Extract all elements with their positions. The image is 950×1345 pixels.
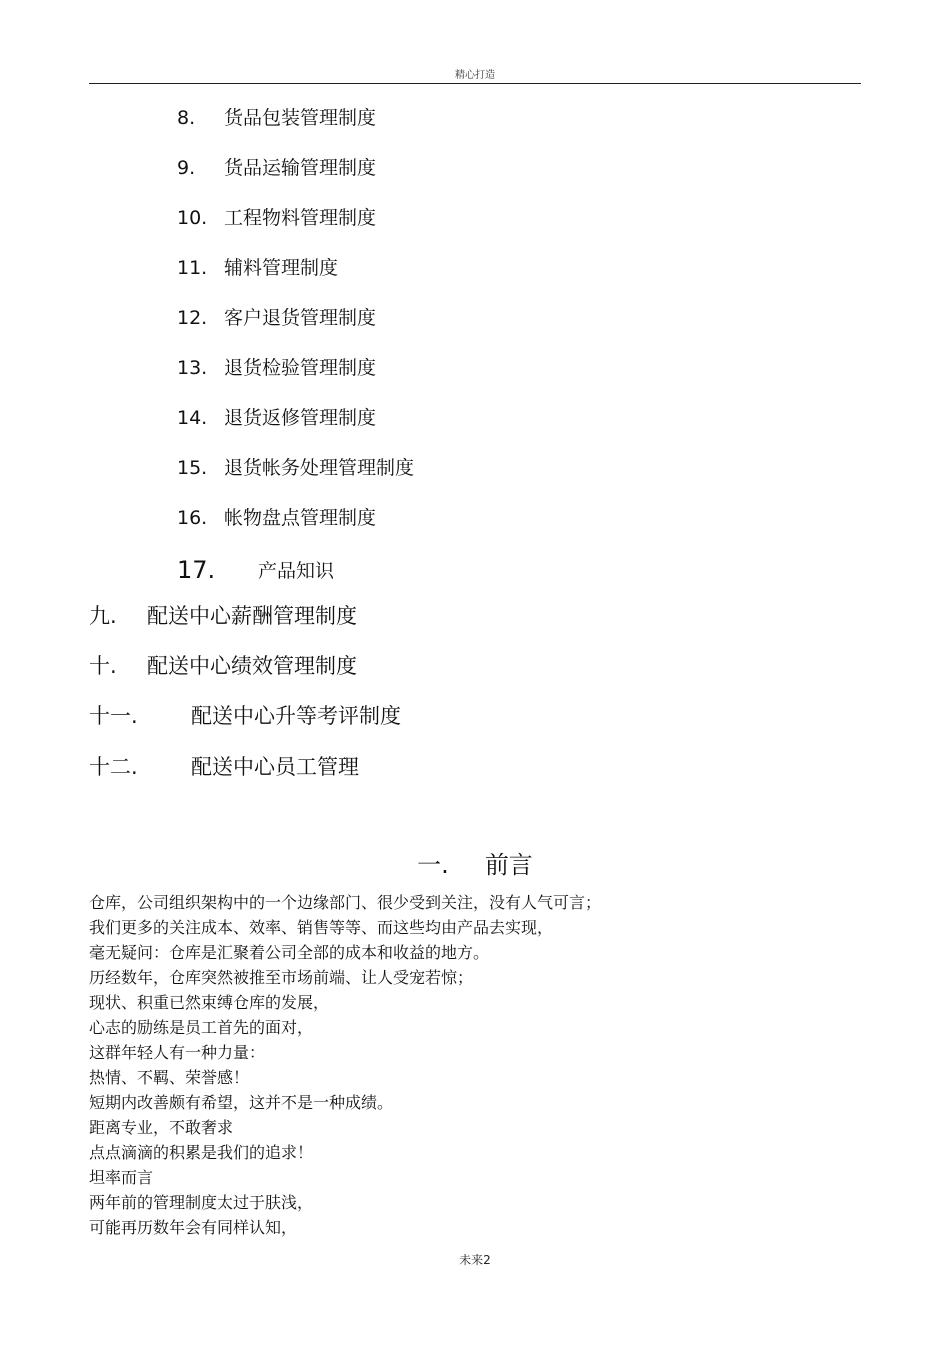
toc-chapter-number: 十. bbox=[89, 654, 117, 678]
toc-item-label: 工程物料管理制度 bbox=[224, 207, 377, 229]
toc-item-number: 9. bbox=[177, 157, 196, 179]
body-line: 现状、积重已然束缚仓库的发展， bbox=[89, 993, 330, 1012]
toc-chapter-label: 配送中心员工管理 bbox=[191, 755, 359, 779]
body-line: 可能再历数年会有同样认知， bbox=[89, 1218, 298, 1237]
body-line: 坦率而言 bbox=[89, 1168, 154, 1187]
section-title: 前言 bbox=[484, 851, 533, 879]
body-line: 点点滴滴的积累是我们的追求！ bbox=[89, 1143, 314, 1162]
section-number: 一. bbox=[417, 851, 449, 879]
toc-item-number: 15. bbox=[177, 457, 208, 479]
page-footer: 未来2 bbox=[459, 1253, 491, 1267]
toc-chapter-number: 十二. bbox=[89, 755, 138, 779]
toc-item-label: 退货帐务处理管理制度 bbox=[224, 457, 415, 479]
toc-chapter-label: 配送中心薪酬管理制度 bbox=[147, 604, 357, 628]
toc-item-number: 12. bbox=[177, 307, 208, 329]
body-line: 心志的励练是员工首先的面对， bbox=[89, 1018, 314, 1037]
body-line: 我们更多的关注成本、效率、销售等等、而这些均由产品去实现， bbox=[89, 918, 554, 937]
toc-item-label: 帐物盘点管理制度 bbox=[224, 507, 377, 529]
toc-item-label: 货品运输管理制度 bbox=[224, 157, 377, 179]
body-line: 毫无疑问：仓库是汇聚着公司全部的成本和收益的地方。 bbox=[89, 943, 490, 962]
body-line: 距离专业，不敢奢求 bbox=[89, 1118, 234, 1137]
toc-item-number: 17. bbox=[177, 556, 216, 584]
body-line: 短期内改善颇有希望，这并不是一种成绩。 bbox=[89, 1093, 394, 1112]
body-line: 仓库，公司组织架构中的一个边缘部门、很少受到关注，没有人气可言； bbox=[89, 893, 602, 912]
toc-chapter-label: 配送中心升等考评制度 bbox=[191, 704, 401, 728]
header-divider bbox=[89, 83, 861, 84]
toc-chapter-label: 配送中心绩效管理制度 bbox=[147, 654, 357, 678]
toc-item-label: 产品知识 bbox=[258, 560, 335, 582]
toc-item-label: 货品包装管理制度 bbox=[224, 107, 377, 129]
header-text: 精心打造 bbox=[455, 70, 495, 81]
toc-chapter-number: 九. bbox=[89, 604, 117, 628]
preface-body bbox=[89, 890, 601, 1240]
body-line: 热情、不羁、荣誉感！ bbox=[89, 1068, 250, 1087]
toc-item-number: 14. bbox=[177, 407, 208, 429]
toc-item-number: 10. bbox=[177, 207, 208, 229]
toc-item-label: 退货返修管理制度 bbox=[224, 407, 377, 429]
toc-item-number: 16. bbox=[177, 507, 208, 529]
toc-item-label: 退货检验管理制度 bbox=[224, 357, 377, 379]
body-line: 历经数年，仓库突然被推至市场前端、让人受宠若惊； bbox=[89, 968, 474, 987]
toc-item-number: 13. bbox=[177, 357, 208, 379]
toc-chapter-number: 十一. bbox=[89, 704, 138, 728]
toc-item-label: 辅料管理制度 bbox=[224, 257, 339, 279]
body-line: 两年前的管理制度太过于肤浅， bbox=[89, 1193, 314, 1212]
section-heading bbox=[0, 850, 950, 880]
toc-item-label: 客户退货管理制度 bbox=[224, 307, 377, 329]
toc-item-number: 8. bbox=[177, 107, 196, 129]
toc-item-number: 11. bbox=[177, 257, 208, 279]
body-line: 这群年轻人有一种力量： bbox=[89, 1043, 266, 1062]
